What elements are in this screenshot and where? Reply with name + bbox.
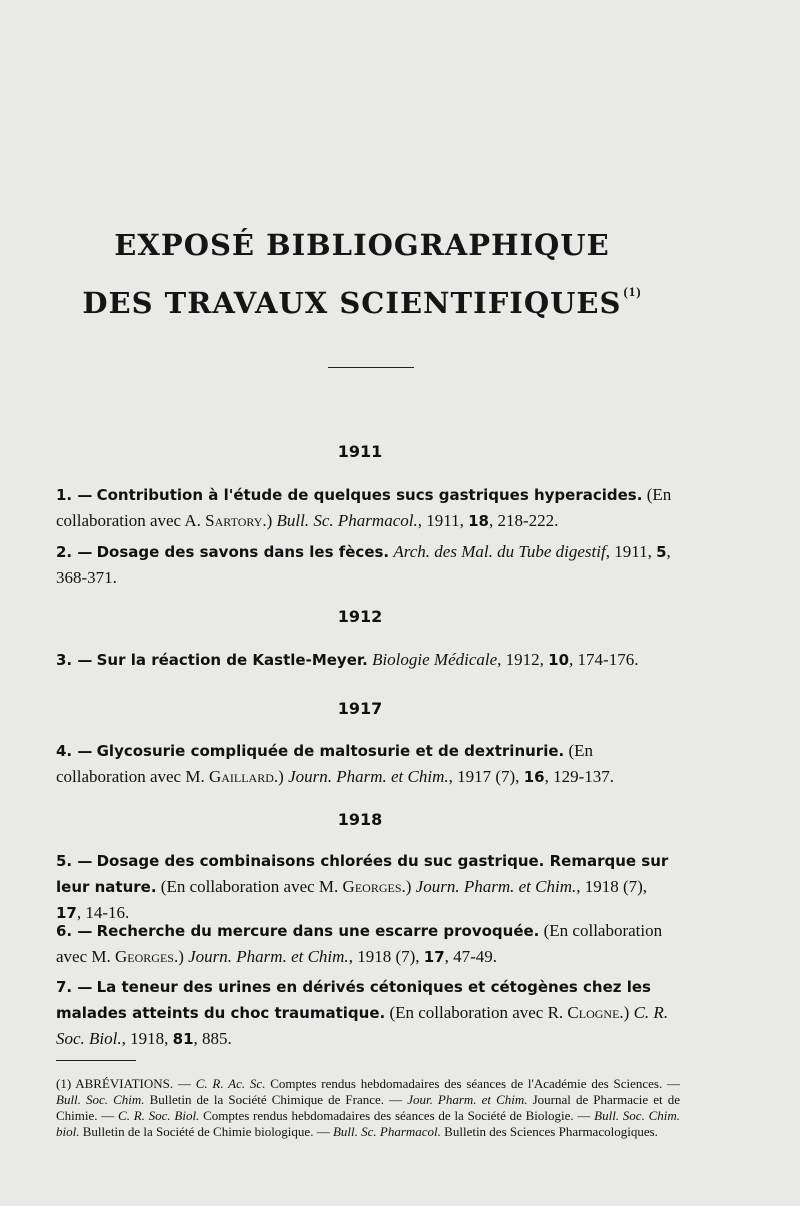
entry-number: 7. — xyxy=(56,978,93,996)
entry-4 xyxy=(56,738,676,790)
entry-journal: Journ. Pharm. et Chim. xyxy=(415,877,577,896)
entry-person: Georges xyxy=(115,947,174,966)
entry-person: Georges xyxy=(342,877,402,896)
title-line-1: EXPOSÉ BIBLIOGRAPHIQUE xyxy=(114,228,610,262)
entry-collab-end: .) xyxy=(273,767,289,786)
entry-title: La teneur des urines en dérivés cétoniques et cétogènes chez les malades atteints du choc traumatique. xyxy=(56,978,651,1022)
entry-5 xyxy=(56,848,676,926)
footnote-desc: Bulletin des Sciences Pharmacologiques. xyxy=(440,1124,658,1139)
footnote-desc: Bulletin de la Société de Chimie biologique. — xyxy=(79,1124,333,1139)
entry-volume: 17 xyxy=(56,904,77,922)
entry-title: Dosage des combinaisons chlorées du suc gastrique. Remarque sur leur nature. xyxy=(56,852,669,896)
year-heading-1918: 1918 xyxy=(337,810,383,829)
footnote xyxy=(56,1076,680,1140)
entry-journal: Bull. Sc. Pharmacol. xyxy=(276,511,418,530)
footnote-desc: Comptes rendus hebdomadaires des séances de la Société de Biologie. — xyxy=(199,1108,595,1123)
year-heading-1911: 1911 xyxy=(337,442,383,461)
entry-journal: Journ. Pharm. et Chim. xyxy=(288,767,449,786)
entry-pages: , 368-371. xyxy=(56,542,671,587)
entry-volume: 17 xyxy=(423,948,445,966)
entry-pages: , 885. xyxy=(193,1029,232,1048)
entry-collab: (En collaboration avec A. xyxy=(56,485,672,530)
footnote-abbr: Bull. Sc. Pharmacol. xyxy=(332,1124,441,1139)
entry-year: , 1911, xyxy=(605,542,657,561)
entry-volume: 5 xyxy=(656,543,667,561)
entry-year: , 1917 (7), xyxy=(448,767,524,786)
entry-number: 5. — xyxy=(56,852,93,870)
entry-title: Contribution à l'étude de quelques sucs gastriques hyperacides. xyxy=(96,486,643,504)
entry-year: , 1918 (7), xyxy=(348,947,424,966)
footnote-abbr: Bull. Soc. Chim. biol. xyxy=(56,1108,680,1139)
entry-3 xyxy=(56,647,676,673)
entry-journal: C. R. Soc. Biol. xyxy=(56,1003,669,1048)
entry-volume: 16 xyxy=(523,768,545,786)
entry-number: 6. — xyxy=(56,922,93,940)
entry-7 xyxy=(56,974,676,1052)
footnote-abbr: Bull. Soc. Chim. xyxy=(56,1092,145,1107)
entry-journal: Biologie Médicale xyxy=(372,650,498,669)
title-line-2 xyxy=(0,286,762,320)
year-heading-1912: 1912 xyxy=(337,607,383,626)
entry-collab-end: .) xyxy=(401,877,416,896)
entry-year: , 1911, xyxy=(417,511,469,530)
entry-person: Sartory xyxy=(205,511,263,530)
year-heading-1917: 1917 xyxy=(337,699,383,718)
entry-pages: , 129-137. xyxy=(544,767,614,786)
entry-year: , 1912, xyxy=(497,650,549,669)
entry-6 xyxy=(56,918,676,970)
title-footnote-mark: (1) xyxy=(623,284,642,300)
entry-volume: 10 xyxy=(548,651,570,669)
entry-collab: (En collaboration avec M. xyxy=(56,741,594,786)
footnote-intro: (1) ABRÉVIATIONS. — xyxy=(56,1076,196,1091)
entry-pages: , 174-176. xyxy=(569,650,639,669)
footnote-abbr: Jour. Pharm. et Chim. xyxy=(407,1092,528,1107)
title-divider xyxy=(328,367,414,368)
entry-collab-end: .) xyxy=(173,947,189,966)
entry-year: , 1918, xyxy=(121,1029,173,1048)
entry-journal: Journ. Pharm. et Chim. xyxy=(188,947,349,966)
entry-number: 3. — xyxy=(56,651,93,669)
entry-volume: 18 xyxy=(468,512,489,530)
entry-title: Recherche du mercure dans une escarre provoquée. xyxy=(96,922,540,940)
entry-number: 4. — xyxy=(56,742,93,760)
entry-2 xyxy=(56,539,676,590)
footnote-abbr: C. R. Soc. Biol. xyxy=(118,1108,200,1123)
entry-person: Clogne xyxy=(567,1003,620,1022)
entry-collab: (En collaboration avec R. xyxy=(385,1003,568,1022)
entry-pages: , 14-16. xyxy=(76,903,130,922)
entry-collab-end: .) xyxy=(262,511,277,530)
entry-title: Sur la réaction de Kastle-Meyer. xyxy=(96,651,368,669)
footnote-desc: Comptes rendus hebdomadaires des séances de l'Académie des Sciences. — xyxy=(265,1076,680,1091)
footnote-divider xyxy=(56,1060,136,1061)
entry-number: 2. — xyxy=(56,543,93,561)
entry-1 xyxy=(56,482,676,534)
footnote-abbr: C. R. Ac. Sc. xyxy=(195,1076,266,1091)
entry-title: Dosage des savons dans les fèces. xyxy=(96,543,390,561)
entry-pages: , 47-49. xyxy=(444,947,498,966)
entry-collab-end: .) xyxy=(619,1003,634,1022)
entry-journal: Arch. des Mal. du Tube digestif xyxy=(393,542,606,561)
entry-title: Glycosurie compliquée de maltosurie et de dextrinurie. xyxy=(96,742,565,760)
entry-number: 1. — xyxy=(56,486,93,504)
entry-volume: 81 xyxy=(172,1030,194,1048)
entry-person: Gaillard xyxy=(208,767,274,786)
footnote-desc: Bulletin de la Société Chimique de France. — xyxy=(144,1092,408,1107)
entry-year: , 1918 (7), xyxy=(576,877,648,896)
footnote-desc: Journal de Pharmacie et de Chimie. — xyxy=(56,1092,680,1123)
entry-collab: (En collaboration avec M. xyxy=(156,877,343,896)
entry-collab: (En collaboration avec M. xyxy=(56,921,663,966)
entry-pages: , 218-222. xyxy=(488,511,559,530)
title-line-2-text: DES TRAVAUX SCIENTIFIQUES xyxy=(82,286,622,320)
